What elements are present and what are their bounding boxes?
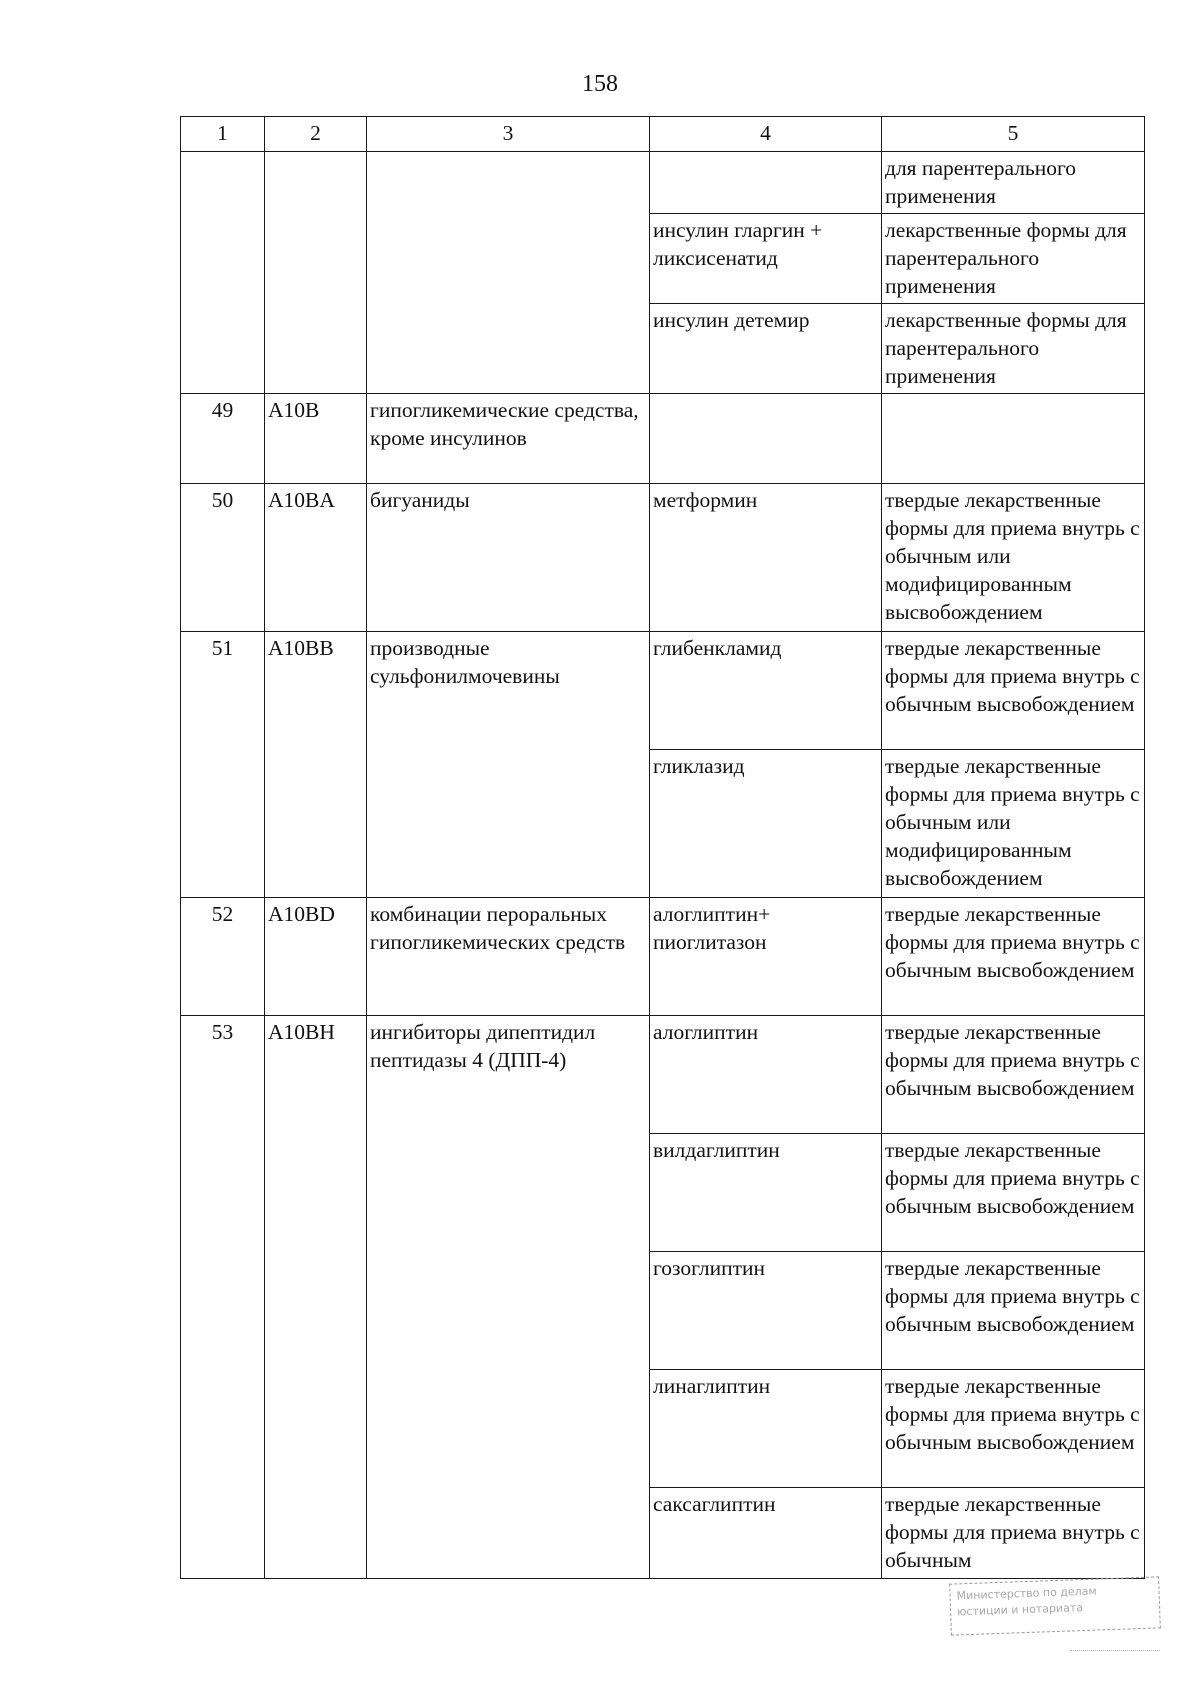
cell-number: 53 xyxy=(181,1016,265,1579)
cell-drug: линаглиптин xyxy=(650,1370,882,1488)
stamp-line: Министерство по делам xyxy=(956,1584,1097,1603)
drug-table xyxy=(180,116,1145,1579)
cell-number: 52 xyxy=(181,898,265,1016)
column-header: 1 xyxy=(181,117,265,152)
column-header: 3 xyxy=(367,117,650,152)
stamp-signature-line xyxy=(1070,1650,1160,1651)
table-row xyxy=(181,484,1145,632)
cell-code xyxy=(265,152,367,394)
cell-group: производные сульфонилмочевины xyxy=(367,632,650,898)
table-header-row xyxy=(181,117,1145,152)
cell-drug: саксаглиптин xyxy=(650,1488,882,1579)
ministry-stamp xyxy=(949,1576,1161,1635)
cell-form: твердые лекарственные формы для приема внутрь с обычным высвобождением xyxy=(882,1134,1145,1252)
table-row xyxy=(181,152,1145,214)
cell-form: лекарственные формы для парентерального применения xyxy=(882,304,1145,394)
cell-form xyxy=(882,394,1145,484)
cell-drug xyxy=(650,152,882,214)
cell-code: A10BD xyxy=(265,898,367,1016)
cell-drug: гликлазид xyxy=(650,750,882,898)
cell-form: твердые лекарственные формы для приема внутрь с обычным или модифицированным высвобождением xyxy=(882,750,1145,898)
cell-drug: глибенкламид xyxy=(650,632,882,750)
cell-code: A10BH xyxy=(265,1016,367,1579)
cell-number: 49 xyxy=(181,394,265,484)
cell-form: твердые лекарственные формы для приема внутрь с обычным высвобождением xyxy=(882,1370,1145,1488)
cell-form: лекарственные формы для парентерального применения xyxy=(882,214,1145,304)
cell-form: для парентерального применения xyxy=(882,152,1145,214)
cell-group: гипогликемические средства, кроме инсулинов xyxy=(367,394,650,484)
cell-drug: инсулин детемир xyxy=(650,304,882,394)
table-row xyxy=(181,632,1145,750)
cell-drug: вилдаглиптин xyxy=(650,1134,882,1252)
cell-form: твердые лекарственные формы для приема внутрь с обычным xyxy=(882,1488,1145,1579)
cell-drug: инсулин гларгин + ликсисенатид xyxy=(650,214,882,304)
cell-drug xyxy=(650,394,882,484)
cell-group: бигуаниды xyxy=(367,484,650,632)
cell-form: твердые лекарственные формы для приема внутрь с обычным высвобождением xyxy=(882,898,1145,1016)
table-row xyxy=(181,394,1145,484)
table-row xyxy=(181,1016,1145,1134)
cell-code: A10BB xyxy=(265,632,367,898)
cell-code: A10B xyxy=(265,394,367,484)
cell-group xyxy=(367,152,650,394)
column-header: 5 xyxy=(882,117,1145,152)
cell-form: твердые лекарственные формы для приема внутрь с обычным высвобождением xyxy=(882,632,1145,750)
page-number: 158 xyxy=(582,71,618,97)
cell-number: 50 xyxy=(181,484,265,632)
cell-form: твердые лекарственные формы для приема внутрь с обычным высвобождением xyxy=(882,1016,1145,1134)
cell-drug: алоглиптин xyxy=(650,1016,882,1134)
cell-number xyxy=(181,152,265,394)
table-row xyxy=(181,898,1145,1016)
cell-group: ингибиторы дипептидил пептидазы 4 (ДПП-4) xyxy=(367,1016,650,1579)
cell-form: твердые лекарственные формы для приема внутрь с обычным высвобождением xyxy=(882,1252,1145,1370)
cell-drug: гозоглиптин xyxy=(650,1252,882,1370)
cell-group: комбинации пероральных гипогликемических средств xyxy=(367,898,650,1016)
cell-form: твердые лекарственные формы для приема внутрь с обычным или модифицированным высвобождением xyxy=(882,484,1145,632)
stamp-line: юстиции и нотариата xyxy=(956,1601,1084,1619)
cell-number: 51 xyxy=(181,632,265,898)
cell-drug: метформин xyxy=(650,484,882,632)
cell-drug: алоглиптин+ пиоглитазон xyxy=(650,898,882,1016)
column-header: 4 xyxy=(650,117,882,152)
column-header: 2 xyxy=(265,117,367,152)
cell-code: A10BA xyxy=(265,484,367,632)
